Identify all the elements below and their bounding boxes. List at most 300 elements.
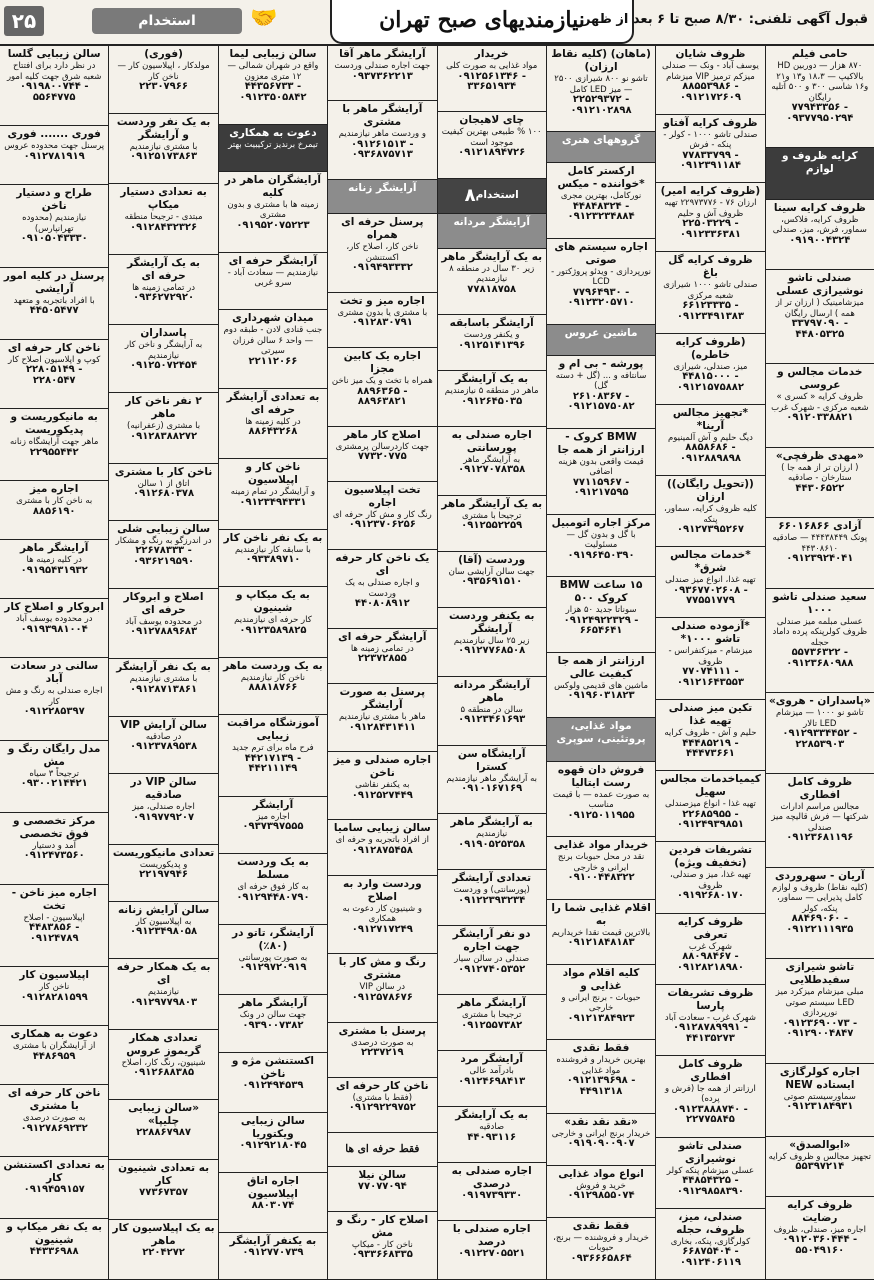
ad-body: و اجاره صندلی به یک وردست (345, 578, 420, 599)
ad-title: به یک آرایشگر حرفه ای (127, 256, 200, 282)
ad-phone: ۰۹۱۲۴۶۹۸۴۱۳ (458, 1075, 526, 1087)
ad-phone: ۴۴۸۱۵۰۰۰ - ۰۹۱۲۱۵۷۵۸۸۲ (676, 371, 744, 393)
classified-ad (0, 741, 108, 813)
classified-ad (219, 1113, 327, 1173)
classified-ad (0, 599, 108, 658)
ad-body: خرید و فروش (576, 1180, 626, 1191)
ad-body: عسلی مبلمه میز صندلی ظروف کولرپنکه پرده داماد حجله (772, 616, 868, 648)
classified-ad (0, 658, 108, 741)
ad-phone: ۴۴۸۶۹۵۹ (32, 1050, 76, 1062)
ad-phone: ۸۸۵۶۱۹۰ (32, 505, 76, 517)
ad-phone: ۰۹۳۳۶۶۸۳۳۵ (351, 1249, 413, 1261)
classified-ad (328, 427, 436, 482)
ad-title: به یکنفر آرایشگر (229, 1234, 317, 1247)
ad-phone: ۰۹۱۲۰۳۶۰۴۴۴ - ۵۵۰۴۹۱۶۰ (782, 1234, 858, 1256)
classified-ad (109, 325, 217, 393)
ad-title: ۱۵ ساعت BMW کروک ۵۰۰ (559, 579, 643, 605)
classified-ad (656, 334, 764, 405)
ad-phone: ۰۹۱۲۹۴۴۸۰۷۹۰ (236, 891, 310, 903)
classified-ad (547, 429, 655, 515)
ad-body: بادرآمد عالی (469, 1066, 514, 1077)
ad-title: رنگ و مش کار با مشتری (338, 956, 426, 982)
ad-title: اکستنشن مژه و ناخن (231, 1054, 315, 1080)
ad-body: به آرایشگر ماهر نیازمندیم (446, 773, 538, 784)
ad-body: در سالن VIP (359, 982, 406, 993)
classified-ad (438, 427, 546, 496)
ad-column (108, 46, 217, 1280)
classified-ad (0, 46, 108, 126)
ad-phone-hours: قبول آگهی تلفنی: ۸/۳۰ صبح تا ۶ بعد از ظهر (582, 12, 868, 27)
ad-title: ظروف تشریفات پارسا (667, 986, 754, 1012)
ad-title: «مهدی ظرفچی» (775, 449, 864, 462)
ad-title: به تعدادی شینیون کار (118, 1162, 210, 1188)
ad-body: صندلی در سالن سیار (454, 954, 530, 965)
classified-ad (219, 172, 327, 253)
ad-body: نیازمندیم — سعادت آباد - سرو غربی (227, 267, 319, 289)
classified-ad (438, 1107, 546, 1163)
ad-phone: ۰۹۱۹۵۲۰۷۵۲۲۳ (236, 219, 310, 231)
ad-column (327, 46, 436, 1280)
ad-phone: ۷۷۳۶۷۳۵۷ (139, 1187, 188, 1199)
ad-title: کرایه ظروف و لوازم (782, 149, 858, 175)
ad-phone: ۰۹۱۲۵۱۴۱۳۹۶ (458, 339, 526, 351)
ad-body: قیمت واقعی بدون هزینه اضافی (558, 456, 644, 478)
ad-phone: ۲۲۸۸۶۷۹۸۷ (136, 1127, 192, 1139)
ad-body: ظروف کرایه، فلاکس، سماور، فرش، میز، صندلی (772, 214, 867, 236)
classified-ad (328, 482, 436, 550)
ad-title: سالنی در سعادت آباد (10, 660, 99, 685)
ad-body: و آرایشگر در تمام زمینه (230, 487, 316, 498)
ad-title: پاسداران (140, 327, 187, 340)
ad-title: اپیلاسیون کار (19, 969, 90, 981)
ad-title: ماشین عروس (564, 326, 638, 339)
classified-ad (328, 101, 436, 180)
classified-ad (656, 842, 764, 913)
ad-title: وردست (آقا) (458, 553, 526, 566)
ad-title: تعدادی مانیکوریست (112, 846, 215, 859)
ad-body: شهرک غرب (688, 941, 733, 952)
ad-body: در صادقیه (145, 731, 182, 742)
ad-phone: ۰۹۱۲۸۳۸۸۲۷۲ (129, 430, 198, 442)
ad-phone: ۴۴۰۹۳۱۱۶ (467, 1131, 517, 1143)
classified-ad (656, 405, 764, 476)
ad-body: اجاره صندلی، میز (132, 802, 195, 813)
classified-ad (547, 1114, 655, 1166)
ad-body: صندلی تاشو ۱۰۰۰ شیرازی شعبه مرکزی (663, 280, 758, 301)
ad-phone: ۰۹۱۹۰۹۰۰۹۰۷ (567, 1138, 635, 1149)
ad-title: تشریفات فردین (تخفیف ویژه) (668, 844, 752, 870)
section-banner (547, 132, 655, 163)
ad-phone: ۴۴۲۱۷۱۳۹ - ۴۴۲۱۱۱۴۹ (244, 752, 302, 775)
newspaper-logo: نیازمندیهای صبح تهران (330, 0, 634, 44)
ad-title: آرایشگران ماهر در کلیه (224, 173, 321, 199)
ad-body: به اپیلاسیون کار (135, 916, 192, 927)
classified-ad (547, 239, 655, 325)
ad-phone: ۰۹۱۲۸۴۳۱۴۱۱ (348, 721, 416, 733)
ad-phone: ۰۹۳۶۲۷۲۹۲۰ (133, 292, 195, 304)
ad-phone: ۰۹۳۶۷۷۰۲۶۰۸ - ۷۷۵۵۱۷۷۹ (673, 584, 748, 607)
classified-ad (0, 967, 108, 1026)
ad-column (218, 46, 327, 1280)
ad-title: (فوری) (144, 48, 183, 60)
classified-ad (109, 184, 217, 254)
classified-ad (766, 1197, 874, 1280)
ad-column (546, 46, 655, 1280)
ad-title: ارکستر کامل *خواننده - میکس (557, 165, 645, 191)
ad-title: ظروف شایان (675, 48, 746, 60)
ad-title: آرایشگر، تاتو در (۸۰٪) (232, 926, 314, 952)
classified-ad (328, 629, 436, 684)
ad-title: پورشه - بی ام و (558, 357, 644, 370)
classified-ad (656, 1138, 764, 1209)
ad-phone: ۰۹۱۲۳۹۲۴۰۴۱ (786, 553, 854, 565)
ad-title: مرکز تخصصی و فوق تخصصی (13, 814, 96, 840)
ad-title: ناخن کار حرفه ای (7, 341, 101, 354)
ad-title: «پاسداران - هروی» (768, 695, 871, 707)
ad-phone: ۷۷۳۲۰۷۷۵ (357, 451, 407, 463)
section-banner (438, 179, 546, 214)
classified-ad (656, 1209, 764, 1280)
ad-title: اجاره صندلی و میز ناخن (333, 754, 431, 780)
ad-phone: ۰۹۱۹۳۹۸۱۰۰۴ (20, 623, 88, 635)
ad-phone: ۴۴۴۸۵۲۱۹ - ۴۴۴۷۳۶۶۱ (682, 737, 739, 760)
classified-ad (219, 46, 327, 125)
ad-body: با گل و بدون گل — مسئولیت (566, 529, 636, 551)
ad-phone: ۰۹۱۲۷۰۷۸۳۵۸ (458, 464, 526, 476)
ad-phone: ۰۹۱۲۶۱۵۱۳ - ۰۹۳۶۸۷۵۷۱۳ (351, 138, 414, 161)
ad-body: میزشام - میزکنفرانس - ظروف (668, 646, 753, 667)
ad-body: جهت کاردرسالن پرمشتری (335, 441, 430, 452)
ad-phone: ۰۹۱۲۳۴۹۸۰۵۸ (129, 926, 198, 938)
classified-ad (109, 393, 217, 463)
ad-body: ترجیحاً ۳ سیاه (29, 768, 80, 779)
ad-title: خریدار مواد غذایی (553, 839, 649, 852)
classified-ad (547, 163, 655, 239)
classified-ad (438, 1051, 546, 1107)
ad-title: پرسنل به صورت آرایشگر (339, 686, 426, 712)
ad-phone: ۰۹۱۲۷۷۶۸۵۰۸ (458, 645, 526, 657)
ad-title: اجاره صندلی با درصد (452, 1223, 531, 1249)
ad-body: نیازمندیم (476, 829, 508, 840)
classified-ad (328, 752, 436, 820)
ad-title: صندلی، میز، ظروف، حجله (676, 1210, 745, 1236)
ad-body: تیمرخ برندیز ترکیبیت بهتر (228, 139, 318, 150)
ad-title: آرایشگر مرد (460, 1053, 523, 1066)
ad-phone: ۴۴۸۵۴۳۲۵ - ۰۹۱۲۹۸۵۸۳۹۰ (676, 1175, 744, 1197)
ad-title: آزادی ۶۶۰۱۶۸۶۶ (778, 520, 862, 533)
ad-title: *خدمات مجالس شرق* (670, 549, 751, 575)
classified-ad (547, 965, 655, 1041)
ad-body: شینیون، رنگ کار، اصلاح (121, 1057, 206, 1068)
classified-ad (328, 1212, 436, 1280)
classified-ad (438, 315, 546, 371)
ad-body: در کلیه زمینه ها (245, 416, 301, 427)
ad-title: کلیه اقلام مواد غذایی و (562, 966, 640, 992)
ad-phone: ۰۹۱۲۶۸۸۳۸۵ (133, 1067, 195, 1079)
ad-title: اجاره صندلی به پورسانتی (451, 428, 532, 454)
ad-phone: ۸۸۵۸۶۸۶ - ۰۹۱۲۸۸۹۸۹۸ (679, 442, 741, 464)
ad-title: صندلی تاشو نوشیرازی عسلی (776, 272, 864, 298)
ad-phone: ۰۹۱۲۱۸۹۴۷۲۶ (458, 147, 526, 159)
ad-phone: ۰۹۱۲۲۷۰۵۵۲۱ (458, 1248, 526, 1260)
ad-title: سالن آرایش زنانه (117, 903, 210, 916)
ad-title: به یک نفر وردست و آرایشگر (116, 115, 211, 141)
ad-body: با مشتری (زعفرانیه) (127, 421, 201, 432)
ad-title: تعدادی آرایشگر (452, 872, 532, 885)
ad-body: مولدکار ، اپیلاسیون کار — ناخن کار (117, 61, 210, 82)
classified-ad (0, 409, 108, 481)
classified-ad (0, 1219, 108, 1280)
classified-ad (328, 550, 436, 629)
ad-body: اپیلاسیون - اصلاح (23, 912, 85, 923)
ad-title: اصلاح کار ماهر (343, 428, 421, 441)
ad-phone: ۰۹۱۲۳۶۹۰۰۷۳ - ۰۹۱۲۹۰۰۴۸۴۷ (782, 1017, 858, 1040)
classified-ad (547, 762, 655, 838)
ad-body: مبلی میزشام میزکرد میز LED سیستم صوتی نورپردازی (775, 987, 864, 1019)
ad-body: خریدار برنج ایرانی و خارجی (551, 1128, 651, 1139)
ad-phone: ۷۷۸۳۳۷۹۹ - ۰۹۱۲۳۹۱۱۸۴ (679, 149, 741, 172)
ad-title: اجاره اتاق اپیلاسیون (246, 1174, 299, 1200)
ad-body: ارزانتر از همه جا (فرش و پرده) (664, 1083, 756, 1105)
classified-ad (766, 200, 874, 270)
ad-title: به یک آرایشگر ماهر (441, 497, 543, 510)
ad-phone: ۰۹۱۲۳۱۸۴۹۳۱ (786, 1101, 854, 1113)
classified-ad (109, 1220, 217, 1280)
ad-title: استخدام (475, 189, 519, 202)
ad-phone: ۰۹۱۲۶۸۰۳۷۸ (133, 488, 195, 500)
classified-ad (109, 464, 217, 521)
classified-ad (0, 185, 108, 268)
ad-phone: ۲۲۹۵۵۴۴۲ (29, 446, 79, 458)
ad-phone: ۰۹۱۲۷۴۰۵۳۵۲ (458, 963, 526, 975)
section-banner (328, 1133, 436, 1167)
ad-title: یک ناخن کار حرفه ای (335, 552, 430, 578)
classified-ad (109, 521, 217, 589)
classified-ad (766, 1064, 874, 1137)
classified-ad (656, 252, 764, 334)
classified-ad (438, 496, 546, 552)
classified-ad (656, 1056, 764, 1138)
ad-phone: ۰۹۱۲۵۶۱۳۴۶ - ۳۳۶۵۱۹۳۴ (457, 70, 527, 92)
ad-phone: ۰۹۱۰۱۶۷۱۶۹ (461, 783, 523, 795)
ad-title: آرایشگر ماهر (238, 997, 308, 1010)
ad-title: ((تحویل رایگان)) ارزان (667, 478, 754, 504)
ad-phone: ۰۹۱۲۳۷۸۹۵۳۸ (129, 741, 198, 753)
ad-phone: ۰۹۱۲۹۷۷۹۸۰۳ (129, 996, 198, 1008)
ad-phone: ۲۲۶۸۵۹۵۵ - ۰۹۱۲۴۹۳۹۸۵۱ (676, 808, 744, 831)
classified-ad (656, 547, 764, 618)
ad-title: ظروف کامل افطاری (678, 1057, 743, 1083)
ad-title: ناخن کار با مشتری (114, 465, 213, 478)
classified-ad (219, 1173, 327, 1233)
classified-ad (0, 340, 108, 410)
ad-body: عسلی میزشام پنکه کولر (666, 1165, 755, 1176)
ad-body: اتاق از ۱ سالن (137, 478, 190, 489)
classified-ad (438, 677, 546, 746)
ad-title: اجاره سیستم های صوتی (554, 240, 648, 266)
ad-title: گروههای هنری (561, 134, 641, 147)
ad-body: ناخن کار نیازمندیم (240, 672, 305, 683)
ad-body: کولرگازی، پنکه، بخاری (670, 1236, 751, 1247)
ad-body: جنب قنادی لادن - طبقه دوم — واحد ۶ سالن فرزان سیرتی (223, 325, 323, 357)
ad-body: با سابقه کار نیازمندیم (234, 544, 311, 555)
ad-body: تهیه غذا، انواع میز صندلی (665, 575, 756, 586)
ad-body: اجاره میز (256, 811, 290, 822)
ad-title: ناخن کار حرفه ای با مشتری (7, 1087, 101, 1112)
ad-title: به تعدادی آرایشگر حرفه ای (226, 390, 320, 416)
ad-title: پرسنل با مشتری (338, 1024, 426, 1037)
classified-ad (547, 46, 655, 132)
classified-ad (109, 717, 217, 774)
ad-body: تاشو نو ۸۰۰ شیرازی ۲۵۰۰ — میز LED کامل (554, 74, 648, 95)
ad-phone: ۴۴۸۳۸۵۶ - ۰۹۱۲۴۷۸۹ (29, 922, 80, 944)
classified-ad (328, 214, 436, 293)
ad-title: خدمات مجالس و عروسی (777, 366, 863, 392)
ad-phone: ۰۹۱۲۳۴۹۴۳۳۱ (239, 496, 307, 508)
ad-phone: ۰۹۳۳۸۹۷۱۰ (245, 554, 301, 566)
ad-title: اصلاح کار - رنگ و مش (336, 1213, 429, 1239)
ad-phone: ۰۹۱۲۹۳۳۴۴۵۲ - ۲۲۸۵۳۹۰۳ (782, 728, 858, 750)
ad-body: پونک ۴۴۴۳۸۴۴۹ — صادقیه ۴۴۳۰۸۶۱۰ (772, 533, 868, 554)
classified-ad (219, 1233, 327, 1280)
ad-column (655, 46, 764, 1280)
classified-ad (438, 608, 546, 677)
ad-phone: ۲۲۱۱۲۰۶۶ (248, 355, 298, 367)
classified-ad (109, 659, 217, 716)
classified-ad (656, 115, 764, 184)
ad-body: جهت سالن در ونک (239, 1010, 307, 1021)
ad-title: آموزشگاه مراقبت زیبایی (227, 717, 319, 743)
ad-title: حامی فیلم (791, 48, 848, 60)
classified-ad (109, 902, 217, 959)
ad-phone: ۲۲۵۲۹۳۷۲ - ۰۹۱۲۱۰۲۸۹۸ (570, 94, 632, 116)
classified-ad (438, 995, 546, 1051)
ad-body: شهرک غرب - سعادت آباد (664, 1012, 756, 1023)
ad-body: به ناخن کار با مشتری (16, 496, 93, 506)
ad-title: به یک آرایشگر ماهر (441, 250, 543, 263)
ad-body: سماورسیستم صوتی (783, 1091, 856, 1102)
ad-title: اقلام غذایی شما را به (551, 901, 651, 927)
ad-body: به صورت عمده — با قیمت مناسب (552, 789, 650, 811)
page-number: ۲۵ (4, 6, 44, 36)
ad-body: نیازمندیم (147, 987, 180, 998)
ad-body: ۱۰۰ % طبیعی بهترین کیفیت موجود است (441, 127, 542, 148)
ad-body: و یکنفر وردست (463, 330, 520, 341)
ad-title: دعوت به همکاری (10, 1028, 98, 1040)
ad-phone: ۸۸۴۶۹۰۶۰ - ۰۹۱۲۲۱۱۱۹۳۵ (786, 913, 854, 935)
section-banner (328, 180, 436, 214)
ad-title: *تجهیز مجالس آرینا* (672, 406, 749, 432)
classified-ad (219, 253, 327, 311)
ad-phone: ۰۹۱۹۶۴۵۰۳۹۰ (567, 549, 635, 561)
ad-body: و پدیکوریست (139, 859, 188, 870)
classified-ad (109, 46, 217, 114)
classified-ad (219, 310, 327, 389)
ad-phone: ۴۴۵۰۵۴۷۷ (29, 305, 79, 316)
ad-body: واقع در شهران شمالی — ۱۲ متری معزون (227, 61, 319, 82)
ad-body: میزشامینیک ( ارزان تر از همه ) ارسال رایگان (775, 298, 864, 319)
classified-ad (656, 985, 764, 1056)
ad-title: به یک میکاپ و شینیون (235, 589, 310, 615)
ad-title: دعوت به همکاری (229, 126, 317, 139)
ad-body: با مشتری نیازمندیم (129, 141, 198, 152)
ad-phone: ۸۸۶۴۳۲۶۸ (248, 426, 298, 438)
ad-phone: ۸۸۸۱۸۷۶۶ (248, 682, 298, 694)
ad-title: به مانیکوریست و پدیکوریست (10, 411, 98, 436)
ad-title: طراح و دستیار ناخن (16, 187, 93, 212)
ad-title: *آزموده صندلی تاشو ۱۰۰۰* (671, 620, 750, 646)
ad-body: حبوبات - برنج ایرانی و خارجی (561, 992, 641, 1014)
ad-title: «ابوالصدق» (789, 1138, 851, 1151)
ad-body: ماهر جهت آرایشگاه زنانه (9, 437, 99, 447)
ad-title: تاشو شیرازی سفیدطلایی (785, 961, 855, 987)
ad-phone: ۰۹۱۲۳۸۸۸۷۴۰ - ۲۲۷۷۵۸۴۵ (673, 1103, 748, 1126)
ad-title: میدان شهرداری (232, 312, 314, 325)
ad-body: در اندرزگو به رنگ و مشکار (115, 535, 212, 546)
ad-body: ۸۷۰ هزار — دوربین HD بالاکیپ — ۱۸،۳ و۱۳ و۲۱ و۱۶ شاسی ۳۰۰ و ۵۰۰ آتلیه رایگان (771, 61, 869, 103)
ad-phone: ۰۹۱۹۴۹۳۳۳۲ (351, 262, 413, 274)
classified-ad (219, 797, 327, 855)
ad-body: حلیم و آش - ظروف کرایه (664, 728, 757, 739)
classified-ad (438, 112, 546, 178)
ad-body: کلیه ظروف کرایه، سماور، پنکه (664, 504, 757, 525)
ad-body: زیر ۳۰ سال در منطقه ۸ نیازمندیم (449, 263, 535, 285)
ad-phone: ۰۹۱۲۳۵۸۹۸۲۵ (239, 624, 307, 636)
ad-body: صادقیه (479, 1122, 505, 1133)
ad-phone: ۰۹۱۲۱۳۸۴۹۲۳ (567, 1012, 635, 1024)
classified-ad (547, 577, 655, 653)
ad-phone: ۲۲۳۷۲۱۹ (360, 1047, 404, 1059)
ad-phone: ۰۹۱۲۸۷۱۳۸۶۱ (129, 683, 198, 695)
classified-ad (0, 1026, 108, 1085)
classified-ad (109, 959, 217, 1029)
ad-title: آرایشگر ماهر (457, 997, 526, 1010)
ad-phone: ۰۹۱۲۳۴۶۱۶۹۳ (458, 714, 526, 726)
ad-body: تاشو نو ۱۰۰۰ — میزشام LED تالار (776, 708, 864, 729)
ad-body: به آرایشگر ماهر (463, 454, 521, 465)
ad-title: فقط نقدی (572, 1219, 630, 1232)
ad-title: مواد غذایی، پروتئینی، سوپری (556, 719, 646, 745)
ad-phone: ۰۹۱۲۶۴۵۰۳۵ (461, 395, 523, 407)
ad-body: زمینه ها با مشتری و بدون مشتری (227, 199, 319, 221)
classified-ad (219, 530, 327, 588)
ad-body: ماشین های قدیمی ولوکس (554, 680, 649, 691)
ad-title: آرایشگر ماهر با مشتری (342, 103, 423, 129)
ad-phone: ۰۹۱۹۴۵۹۱۵۷ (23, 1184, 85, 1195)
ad-phone: ۲۶۱۰۸۳۶۷ - ۰۹۱۲۱۵۷۵۰۸۲ (567, 390, 635, 413)
ad-body: ترجیحا با مشتری (462, 1010, 522, 1021)
ad-body: همراه با تخت و یک میز ناخن (331, 376, 433, 387)
ad-phone: ۰۹۱۲۵۵۷۳۸۲ (461, 1019, 523, 1031)
classified-ad (547, 356, 655, 429)
ad-phone: ۰۹۱۲۱۳۹۶۹۸ - ۴۴۹۱۳۱۸ (566, 1075, 636, 1097)
classified-ad (547, 653, 655, 718)
ad-phone: ۲۲۳۰۷۹۶۶ (139, 81, 188, 92)
classified-ad (219, 459, 327, 530)
ad-title: به یک آرایشگر (455, 1109, 529, 1122)
ad-title: فقط حرفه ای ها (345, 1143, 420, 1156)
classified-ad (656, 618, 764, 700)
section-banner (766, 148, 874, 200)
classified-ad (766, 270, 874, 364)
ad-body: مجالس مراسم ادارات شرکتها — فرش قالیچه میز صندلی (771, 801, 869, 833)
section-banner (547, 325, 655, 356)
ad-phone: ۰۹۱۲۸۴۳۲۳۲۶ (129, 221, 198, 233)
ad-body: و شینیون کار دعوت به همکاری (342, 903, 422, 925)
ad-phone: ۰۹۱۲۸۲۸۱۵۹۹ (20, 991, 88, 1003)
ad-body: زیر ۲۵ سال نیازمندیم (453, 635, 530, 646)
ad-title: آرایشگر مردانه (453, 215, 530, 228)
